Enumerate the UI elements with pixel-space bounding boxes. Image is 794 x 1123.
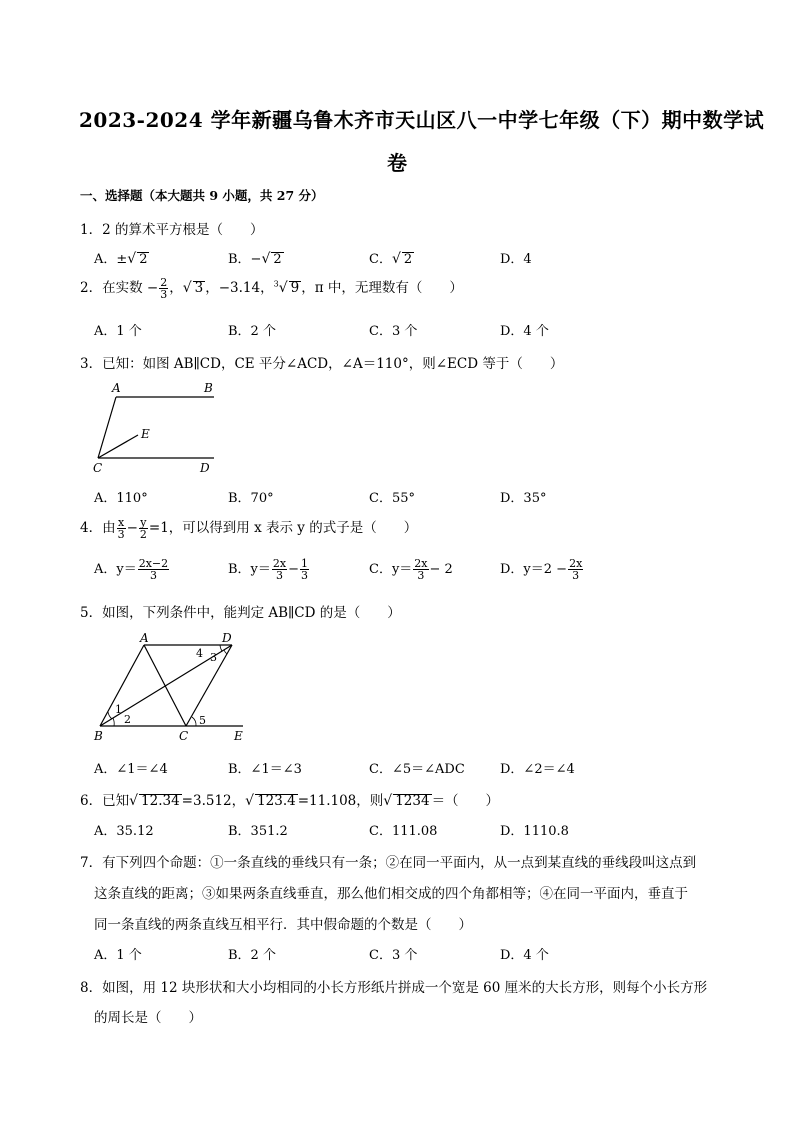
q2-option-a: A．1 个 <box>94 324 142 339</box>
q1-option-d: D．4 <box>500 252 532 267</box>
q3-option-b: B．70° <box>228 491 274 506</box>
q5-option-b: B．∠1＝∠3 <box>228 762 302 777</box>
line-ab <box>100 645 144 726</box>
label-d: D <box>222 631 232 645</box>
q4-option-a: A．y＝ $\frac{2x-2}{3}$ <box>94 557 169 582</box>
line-ac <box>144 645 186 726</box>
label-a: A <box>112 381 121 395</box>
angle-3: 3 <box>210 651 217 664</box>
question-8-line2: 的周长是（ ） <box>94 1010 202 1026</box>
q3-figure <box>88 378 228 476</box>
q2-option-c: C．3 个 <box>369 324 418 339</box>
page-title-line2: 卷 <box>387 151 408 175</box>
q3-option-a: A．110° <box>94 491 148 506</box>
q1-option-a: A．±√ 2 <box>94 251 148 267</box>
question-5-stem: 5．如图，下列条件中，能判定 AB∥CD 的是（ ） <box>80 605 401 621</box>
page-title-line1: 2023-2024 学年新疆乌鲁木齐市天山区八一中学七年级（下）期中数学试 <box>79 108 765 132</box>
q3-option-d: D．35° <box>500 491 547 506</box>
question-2-stem: 2．在实数 − $\frac{2}{3}$ ，√ 3 ，−3.14，$^3$√ 9 ，π 中，无理数有（ ） <box>80 276 463 301</box>
angle-2: 2 <box>124 713 131 726</box>
angle-4: 4 <box>196 647 203 660</box>
question-7-line2: 这条直线的距离；③如果两条直线垂直，那么他们相交成的四个角都相等；④在同一平面内，垂直于 <box>94 886 688 902</box>
question-6-stem: 6．已知√ 12.34 =3.512，√ 123.4 =11.108，则√ 1234 ＝（ ） <box>80 793 500 809</box>
q4-option-c: C．y＝ $\frac{2x}{3}$ − 2 <box>369 557 453 582</box>
section-heading: 一、选择题（本大题共 9 小题，共 27 分） <box>80 188 324 203</box>
label-b: B <box>204 381 213 395</box>
q4-option-d: D．y＝2 − $\frac{2x}{3}$ <box>500 557 583 582</box>
line-dc <box>186 645 232 726</box>
label-c: C <box>179 729 189 743</box>
q4-option-b: B．y＝ $\frac{2x}{3}$ − $\frac{1}{3}$ <box>228 557 309 582</box>
label-a: A <box>140 631 149 645</box>
angle-1: 1 <box>115 703 122 716</box>
question-8-line1: 8．如图，用 12 块形状和大小均相同的小长方形纸片拼成一个宽是 60 厘米的大长方形，则每个小长方形 <box>80 980 708 996</box>
question-7-line1: 7．有下列四个命题：①一条直线的垂线只有一条；②在同一平面内，从一点到某直线的垂线段叫这点到 <box>80 855 697 871</box>
label-c: C <box>93 461 103 475</box>
question-3-stem: 3．已知：如图 AB∥CD，CE 平分∠ACD，∠A＝110°，则∠ECD 等于（ ） <box>80 356 564 372</box>
q3-option-c: C．55° <box>369 491 415 506</box>
label-e: E <box>234 729 243 743</box>
q2-option-b: B．2 个 <box>228 324 276 339</box>
question-4-stem: 4．由 $\frac{x}{3}$ − $\frac{y}{2}$ =1，可以得到用 x 表示 y 的式子是（ ） <box>80 516 418 541</box>
q7-option-d: D．4 个 <box>500 948 549 963</box>
q7-option-a: A．1 个 <box>94 948 142 963</box>
q2-option-d: D．4 个 <box>500 324 549 339</box>
q7-option-b: B．2 个 <box>228 948 276 963</box>
q5-figure <box>88 628 258 746</box>
q6-option-d: D．1110.8 <box>500 824 569 839</box>
q6-option-b: B．351.2 <box>228 824 288 839</box>
q5-option-c: C．∠5＝∠ADC <box>369 762 465 777</box>
q5-option-d: D．∠2＝∠4 <box>500 762 575 777</box>
q6-option-c: C．111.08 <box>369 824 438 839</box>
label-d: D <box>200 461 210 475</box>
q1-option-c: C．√ 2 <box>369 251 413 267</box>
question-1-stem: 1．2 的算术平方根是（ ） <box>80 222 264 238</box>
label-e: E <box>141 427 150 441</box>
q1-option-b: B．−√ 2 <box>228 251 282 267</box>
q6-option-a: A．35.12 <box>94 824 154 839</box>
label-b: B <box>94 729 103 743</box>
angle-5: 5 <box>199 714 206 727</box>
question-7-line3: 同一条直线的两条直线互相平行．其中假命题的个数是（ ） <box>94 917 472 933</box>
q5-option-a: A．∠1＝∠4 <box>94 762 168 777</box>
q7-option-c: C．3 个 <box>369 948 418 963</box>
